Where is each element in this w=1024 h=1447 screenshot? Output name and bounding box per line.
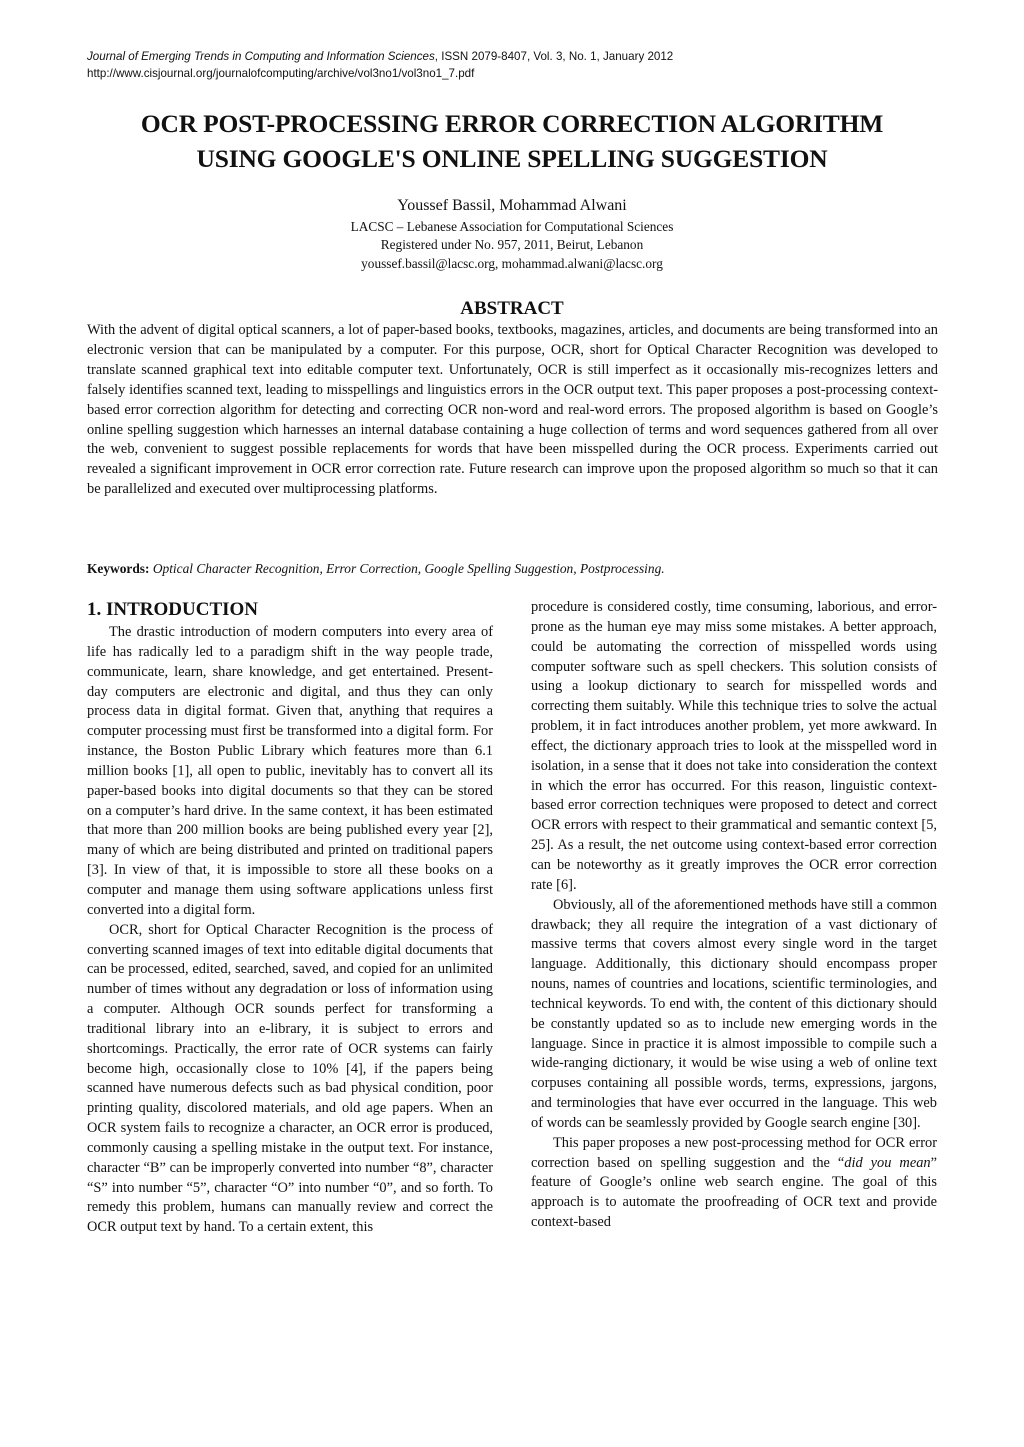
left-column bbox=[87, 598, 493, 1238]
running-header bbox=[87, 48, 947, 82]
intro-paragraph-3: Obviously, all of the aforementioned methods have still a common drawback; they all require the integration of a vast dictionary of massive terms that covers almost every single word in the target language. Additionally, this dictionary should encompass proper nouns, names of countries and locations, scientific terminologies, and technical keywords. To end with, the content of this dictionary should be constantly updated so as to include new emerging words in the language. Since in practice it is almost impossible to compile such a wide-ranging dictionary, it would be wise using a web of online text corpuses containing all possible words, terms, expressions, jargons, and terminologies that have ever occurred in the language. This web of words can be seamlessly provided by Google search engine [30]. bbox=[531, 896, 937, 1131]
author-emails: youssef.bassil@lacsc.org, mohammad.alwani@lacsc.org bbox=[361, 255, 663, 271]
intro-paragraph-4-end: ” feature of Google’s online web search engine. The goal of this approach is to automate the proofreading of OCR text and provide context-based bbox=[531, 1154, 937, 1231]
title-line-1: OCR POST-PROCESSING ERROR CORRECTION ALGORITHM bbox=[140, 109, 884, 138]
journal-issue: , ISSN 2079-8407, Vol. 3, No. 1, January 2012 bbox=[434, 50, 674, 63]
journal-url: http://www.cisjournal.org/journalofcomputing/archive/vol3no1/vol3no1_7.pdf bbox=[87, 67, 475, 80]
section-heading-introduction: 1. INTRODUCTION bbox=[87, 599, 259, 620]
right-column bbox=[531, 598, 937, 1233]
intro-paragraph-2: OCR, short for Optical Character Recognition is the process of converting scanned images of text into editable digital documents that can be processed, edited, searched, saved, and copied for an unlimited number of times without any degradation or loss of information using a computer. Although OCR sounds perfect for transforming a traditional library into an e-library, it is subject to errors and shortcomings. Practically, the error rate of OCR systems can fairly become high, occasionally close to 10% [4], if the papers being scanned have numerous defects such as bad physical condition, poor printing quality, discolored materials, and old age papers. When an OCR system fails to recognize a character, an OCR error is produced, commonly causing a spelling mistake in the output text. For instance, character “B” can be improperly converted into number “8”, character “S” into number “5”, character “O” into number “0”, and so forth. To remedy this problem, humans can manually review and correct the OCR output text by hand. To a certain extent, this bbox=[87, 921, 493, 1236]
keywords-list: Optical Character Recognition, Error Correction, Google Spelling Suggestion, Postprocessing. bbox=[152, 561, 665, 576]
abstract-heading: ABSTRACT bbox=[460, 298, 564, 319]
journal-name: Journal of Emerging Trends in Computing and Information Sciences bbox=[87, 50, 435, 63]
affiliation-registration: Registered under No. 957, 2011, Beirut, Lebanon bbox=[380, 237, 644, 253]
affiliation-org: LACSC – Lebanese Association for Computational Sciences bbox=[350, 219, 674, 234]
journal-citation-line bbox=[87, 48, 947, 65]
keywords-label: Keywords: bbox=[87, 561, 150, 576]
intro-paragraph-2-continued: procedure is considered costly, time consuming, laborious, and error-prone as the human eye may miss some mistakes. A better approach, could be automating the correction of misspelled words using computer software such as spell checkers. This solution consists of using a lookup dictionary to search for misspelled words and correcting them suitably. While this technique tries to solve the actual problem, it in fact introduces another problem, yet more awkward. In effect, the dictionary approach tries to look at the misspelled word in isolation, in a sense that it does not take into consideration the context in which the error has occurred. For this reason, linguistic context-based error correction techniques were proposed to detect and correct OCR errors with respect to their grammatical and semantic context [5, 25]. As a result, the net outcome using context-based error correction can be noteworthy as it greatly improves the OCR error correction rate [6]. bbox=[531, 599, 937, 893]
author-names: Youssef Bassil, Mohammad Alwani bbox=[397, 197, 627, 214]
intro-paragraph-1: The drastic introduction of modern computers into every area of life has radically led to a paradigm shift in the way people trade, communicate, learn, share knowledge, and get entertained. Present-day computers are electronic and digital, and thus they can only process data in digital format. Given that, anything that requires a computer processing must first be transformed into a digital form. For instance, the Boston Public Library which features more than 6.1 million books [1], all open to public, inevitably has to convert all its paper-based books into digital documents so that they can be stored on a computer’s hard drive. In the same context, it has been estimated that more than 200 million books are being published every year [2], many of which are being distributed and printed on traditional papers [3]. In view of that, it is impossible to store all these books on a computer and manage them using software applications unless first converted into a digital form. bbox=[87, 624, 493, 918]
affiliation-block bbox=[60, 218, 964, 273]
abstract-text: With the advent of digital optical scanners, a lot of paper-based books, textbooks, magazines, articles, and documents are being transformed into an electronic version that can be manipulated by a computer. For this purpose, OCR, short for Optical Character Recognition was developed to translate scanned graphical text into editable computer text. Unfortunately, OCR is still imperfect as it occasionally mis-recognizes letters and falsely identifies scanned text, leading to misspellings and linguistics errors in the OCR output text. This paper proposes a post-processing context-based error correction algorithm for detecting and correcting OCR non-word and real-word errors. The proposed algorithm is based on Google’s online spelling suggestion which harnesses an internal database containing a huge collection of terms and word sequences gathered from all over the web, convenient to suggest possible replacements for words that have been misspelled during the OCR process. Experiments carried out revealed a significant improvement in OCR error correction rate. Future research can improve upon the proposed algorithm so much so that it can be parallelized and executed over multiprocessing platforms. bbox=[87, 322, 938, 498]
intro-paragraph-4-start: This paper proposes a new post-processing method for OCR error correction based on spelling suggestion and the “ bbox=[531, 1134, 937, 1171]
title-line-2: USING GOOGLE'S ONLINE SPELLING SUGGESTION bbox=[196, 144, 828, 173]
paper-title bbox=[60, 106, 964, 176]
intro-paragraph-4 bbox=[531, 1134, 937, 1233]
did-you-mean-phrase: did you mean bbox=[844, 1154, 931, 1171]
keywords-line bbox=[87, 560, 947, 578]
